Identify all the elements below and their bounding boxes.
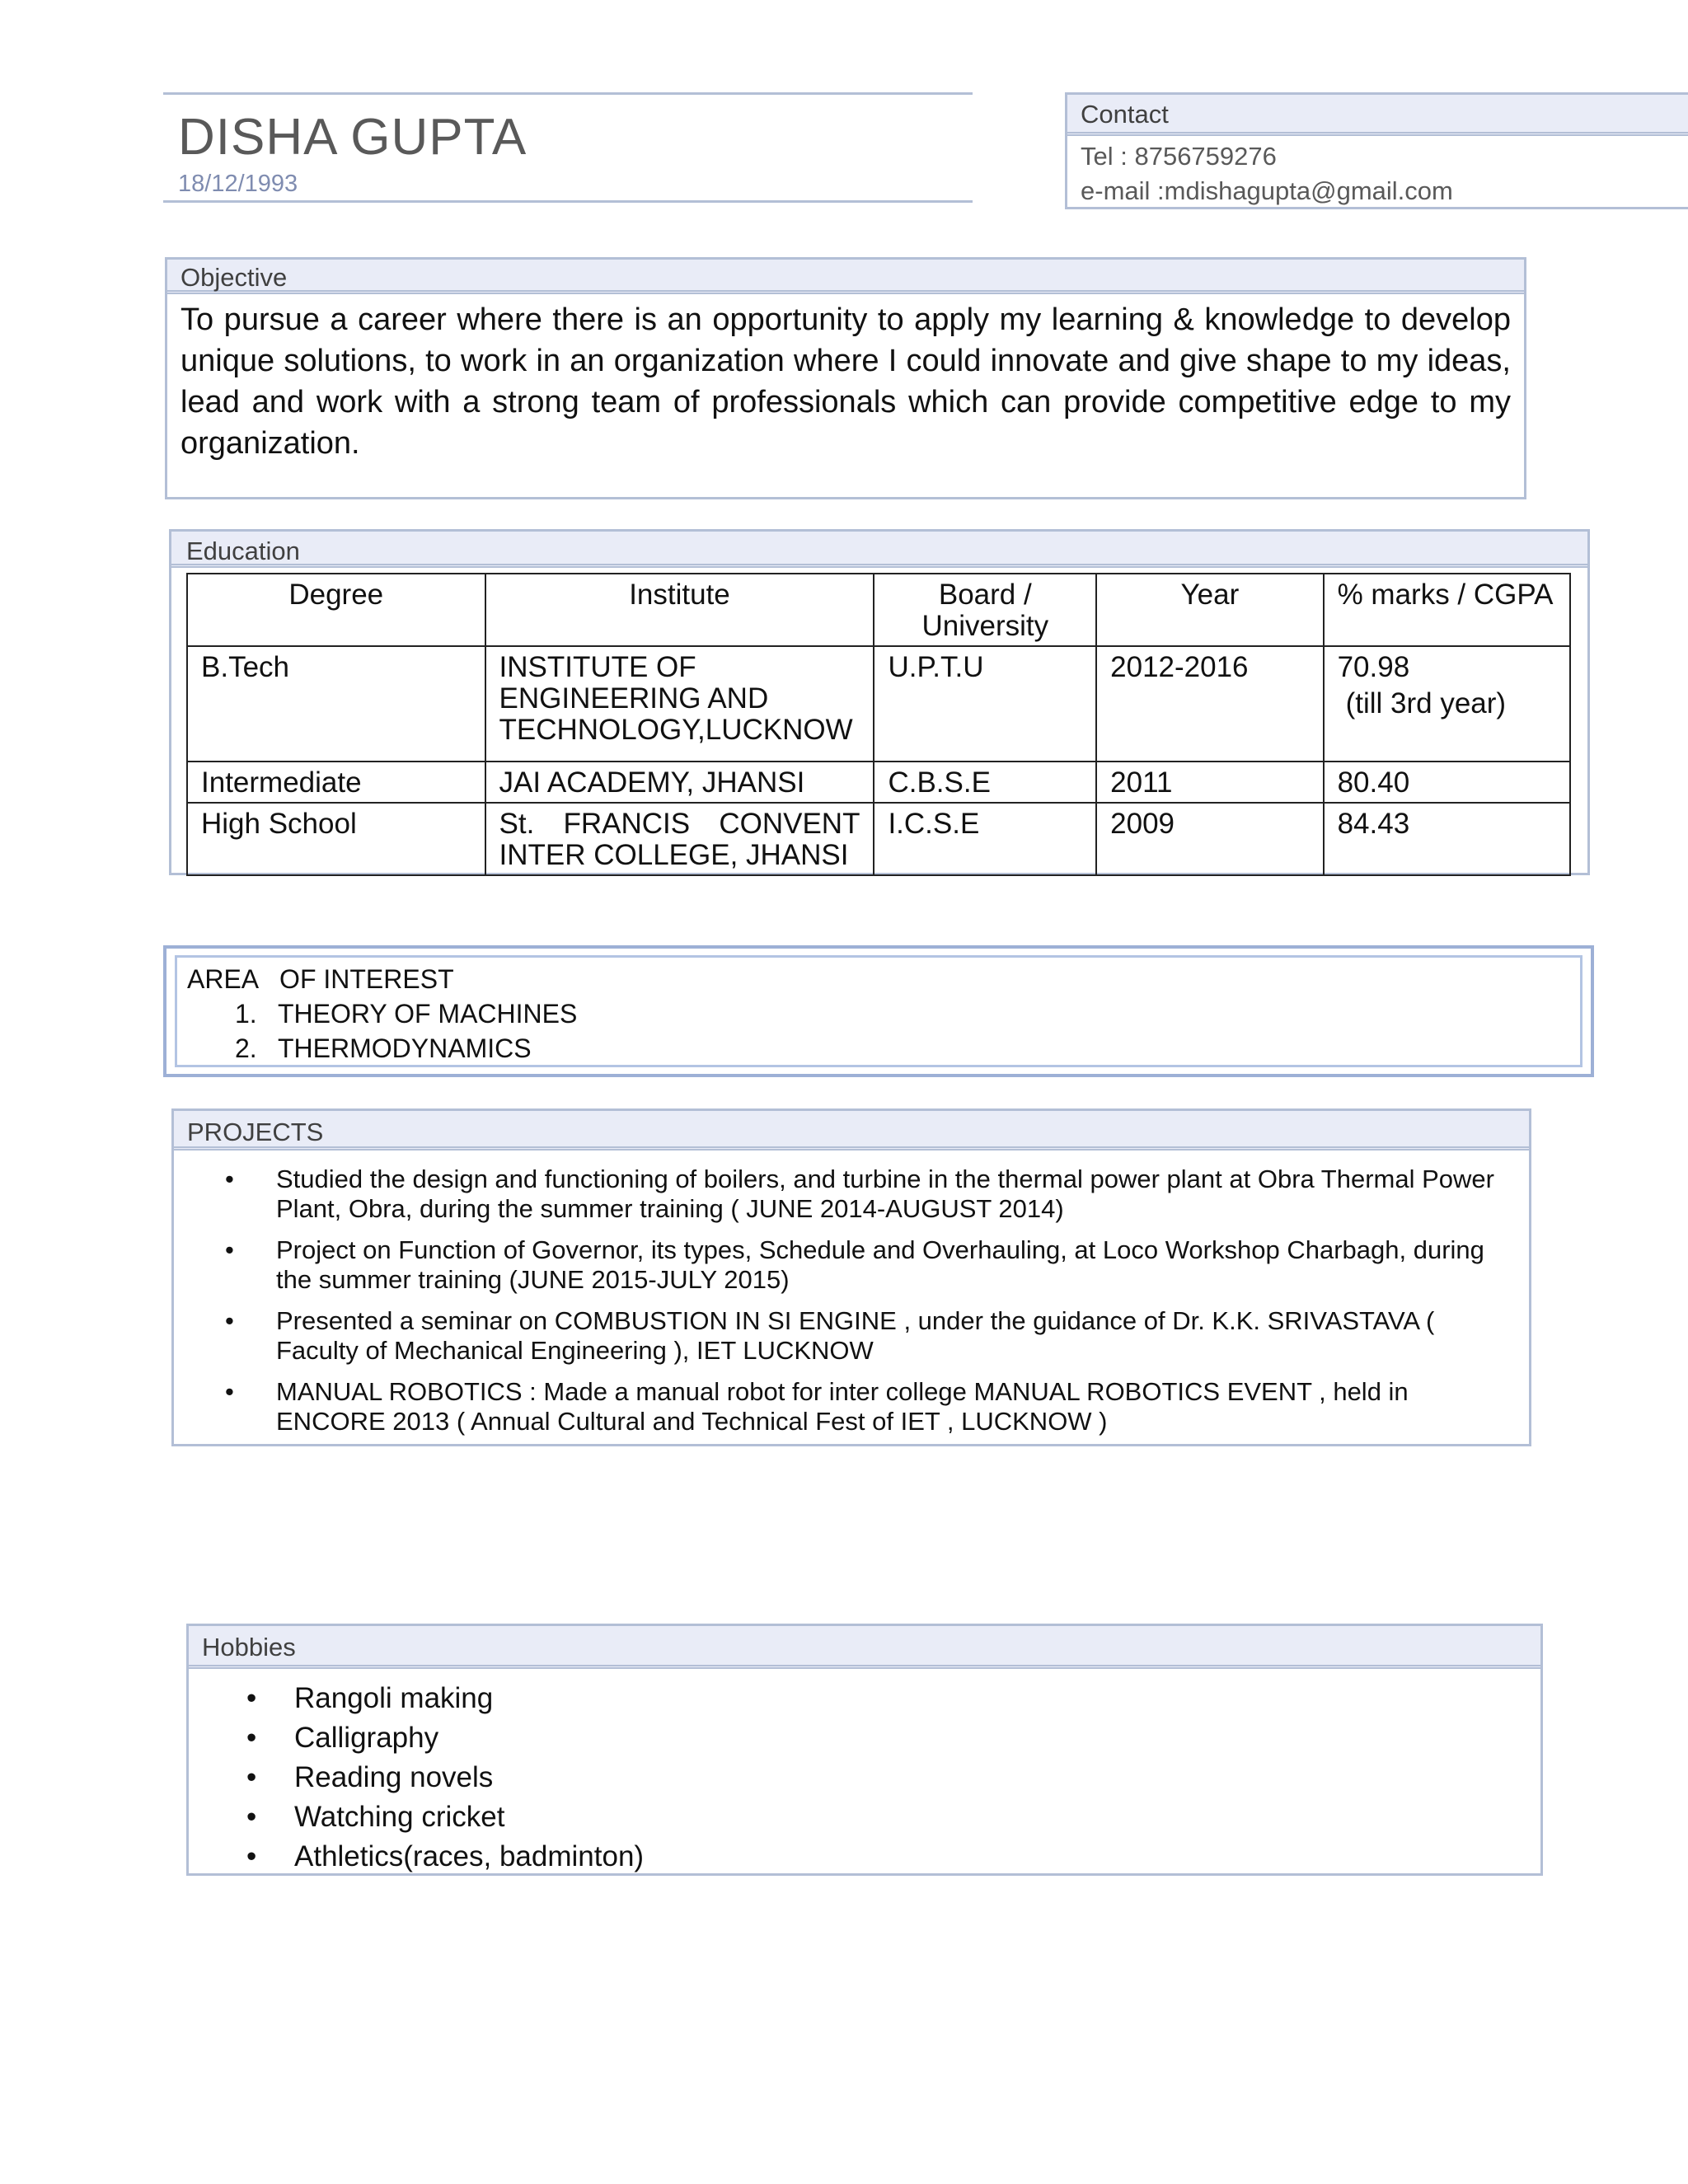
bullet-icon: • [246,1840,257,1872]
board-cell: I.C.S.E [874,803,1096,875]
hobby-label: Watching cricket [294,1801,505,1833]
bullet-icon: • [246,1722,257,1754]
bullet-icon: • [225,1235,234,1264]
contact-email: e-mail :mdishagupta@gmail.com [1081,176,1453,205]
area-of-interest-box [175,955,1582,1067]
list-item: THERMODYNAMICS [278,1033,532,1063]
table-row [187,646,1570,762]
institute-cell [485,803,874,875]
list-item [225,1235,1512,1295]
year-cell: 2012-2016 [1096,646,1323,762]
list-item [246,1722,438,1755]
bullet-icon: • [246,1682,257,1714]
list-item [225,1306,1512,1366]
candidate-name: DISHA GUPTA [178,109,528,166]
project-text: MANUAL ROBOTICS : Made a manual robot for inter college MANUAL ROBOTICS EVENT , held in ENCORE 2013 ( Annual Cultural and Technical Fest of IET , LUCKNOW ) [276,1377,1409,1436]
column-header: Board / University [874,574,1096,646]
institute-cell: INSTITUTE OF ENGINEERING AND TECHNOLOGY,LUCKNOW [485,646,874,762]
table-row [187,803,1570,875]
hobby-label: Reading novels [294,1761,494,1793]
year-cell: 2011 [1096,762,1323,803]
date-of-birth: 18/12/1993 [178,171,298,197]
objective-title: Objective [167,260,1524,294]
list-item-number: 1. [235,999,257,1029]
project-text: Project on Function of Governor, its types, Schedule and Overhauling, at Loco Workshop Charbagh, during the summer training (JUNE 2015-JULY 2015) [276,1235,1484,1294]
hobbies-title: Hobbies [189,1626,1540,1669]
education-table [186,573,1571,876]
bullet-icon: • [225,1165,234,1193]
objective-text: To pursue a career where there is an opportunity to apply my learning & knowledge to develop unique solutions, to work in an organization where I could innovate and give shape to my ideas, lead and work with a strong team of professionals which can provide competitive edge to my organization. [181,302,1511,461]
degree-cell: Intermediate [187,762,485,803]
project-text: Presented a seminar on COMBUSTION IN SI ENGINE , under the guidance of Dr. K.K. SRIVASTAVA ( Faculty of Mechanical Engineering ), IET LUCKNOW [276,1306,1435,1365]
hobby-label: Rangoli making [294,1682,494,1714]
board-cell: C.B.S.E [874,762,1096,803]
column-header: Degree [187,574,485,646]
bullet-icon: • [225,1306,234,1335]
institute-line: St. FRANCIS CONVENT [499,808,860,840]
marks-cell [1324,646,1570,762]
education-section [169,529,1590,875]
table-row [187,762,1570,803]
list-item: THEORY OF MACHINES [278,999,578,1029]
institute-cell: JAI ACADEMY, JHANSI [485,762,874,803]
marks-cell: 80.40 [1324,762,1570,803]
list-item-number: 2. [235,1033,257,1063]
contact-phone: Tel : 8756759276 [1081,142,1277,171]
list-item [246,1761,493,1794]
bullet-icon: • [246,1801,257,1833]
marks-note: (till 3rd year) [1345,687,1507,719]
degree-cell: B.Tech [187,646,485,762]
list-item [225,1377,1512,1436]
marks-value: 70.98 [1337,651,1410,683]
project-text: Studied the design and functioning of boilers, and turbine in the thermal power plant at Obra Thermal Power Plant, Obra, during the summer training ( JUNE 2014-AUGUST 2014) [276,1165,1494,1223]
projects-section [171,1108,1531,1446]
education-title: Education [171,532,1587,568]
board-cell: U.P.T.U [874,646,1096,762]
objective-section [165,257,1526,499]
bullet-icon: • [246,1761,257,1793]
contact-title: Contact [1067,95,1688,136]
list-item [246,1840,644,1873]
institute-line: INTER COLLEGE, JHANSI [499,839,849,871]
marks-cell: 84.43 [1324,803,1570,875]
year-cell: 2009 [1096,803,1323,875]
list-item [246,1801,504,1834]
list-item [246,1682,493,1715]
hobby-label: Athletics(races, badminton) [294,1840,645,1872]
list-item [225,1165,1512,1224]
column-header: Institute [485,574,874,646]
column-header: Year [1096,574,1323,646]
area-of-interest-section [163,945,1594,1077]
hobbies-section [186,1624,1543,1876]
resume-header [163,92,973,203]
bullet-icon: • [225,1377,234,1406]
degree-cell: High School [187,803,485,875]
table-header-row [187,574,1570,646]
hobby-label: Calligraphy [294,1722,439,1754]
projects-title: PROJECTS [174,1111,1529,1151]
contact-section [1065,92,1688,209]
column-header: % marks / CGPA [1324,574,1570,646]
area-of-interest-title: AREA OF INTEREST [187,964,454,994]
